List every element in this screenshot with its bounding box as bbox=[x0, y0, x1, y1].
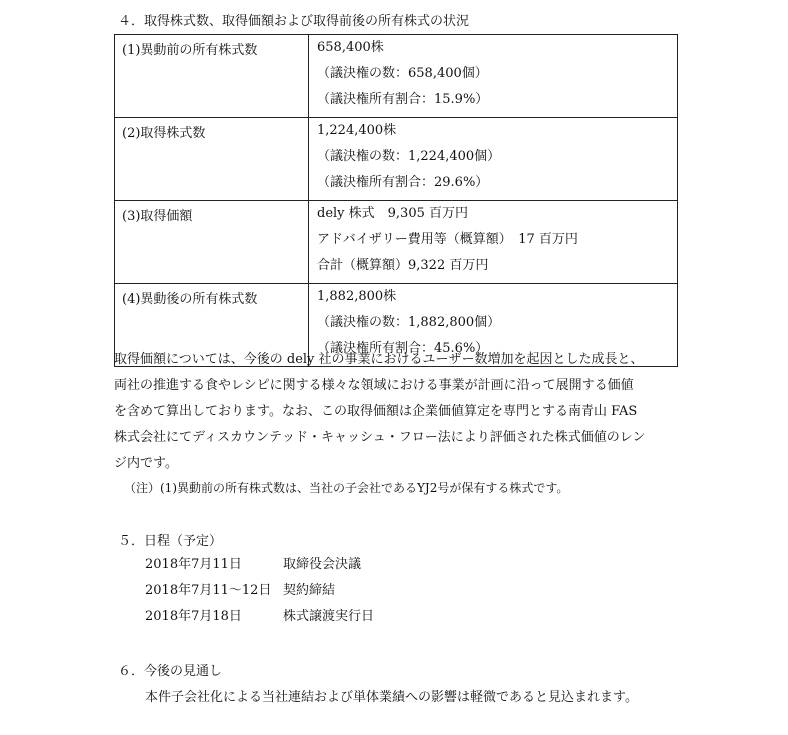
row-label: (2)取得株式数 bbox=[115, 118, 309, 201]
paragraph-line: 両社の推進する食やレシピに関する様々な領域における事業が計画に沿って展開する価値 bbox=[114, 378, 634, 393]
section-6-heading: ６．今後の見通し bbox=[118, 664, 223, 679]
row-label: (1)異動前の所有株式数 bbox=[115, 35, 309, 118]
value-line: （議決権所有割合：29.6%） bbox=[317, 175, 489, 190]
value-line: （議決権所有割合：45.6%） bbox=[317, 341, 489, 356]
value-line: （議決権所有割合：15.9%） bbox=[317, 92, 489, 107]
acquisition-price-paragraph bbox=[114, 347, 680, 477]
schedule-event: 取締役会決議 bbox=[283, 557, 362, 572]
paragraph-line: ジ内です。 bbox=[114, 456, 178, 471]
value-line: （議決権の数：1,224,400個） bbox=[317, 149, 501, 164]
value-line: 1,882,800株 bbox=[317, 289, 397, 304]
value-line: アドバイザリー費用等（概算額） 17 百万円 bbox=[317, 232, 578, 247]
row-label: (3)取得価額 bbox=[115, 201, 309, 284]
paragraph-line: を含めて算出しております。なお、この取得価額は企業価値算定を専門とする南青山 FAS bbox=[114, 404, 638, 419]
schedule-date: 2018年7月11日 bbox=[145, 557, 242, 572]
table-row bbox=[115, 35, 678, 118]
paragraph-line: 取得価額については、今後の dely 社の事業におけるユーザー数増加を起因とした成長と、 bbox=[114, 352, 644, 367]
value-line: 658,400株 bbox=[317, 40, 384, 55]
schedule-event: 株式譲渡実行日 bbox=[283, 609, 375, 624]
value-line: dely 株式 9,305 百万円 bbox=[317, 206, 468, 221]
shareholding-table bbox=[114, 34, 678, 367]
value-line: （議決権の数：658,400個） bbox=[317, 66, 488, 81]
section-4-heading: ４．取得株式数、取得価額および取得前後の所有株式の状況 bbox=[118, 14, 470, 29]
schedule-date: 2018年7月18日 bbox=[145, 609, 242, 624]
footnote: （注）(1)異動前の所有株式数は、当社の子会社であるYJ2号が保有する株式です。 bbox=[124, 481, 569, 495]
schedule-event: 契約締結 bbox=[283, 583, 336, 598]
value-line: 1,224,400株 bbox=[317, 123, 397, 138]
row-value bbox=[309, 118, 678, 201]
paragraph-line: 株式会社にてディスカウンテッド・キャッシュ・フロー法により評価された株式価値のレン bbox=[114, 430, 646, 445]
row-value bbox=[309, 35, 678, 118]
section-5-heading: ５．日程（予定） bbox=[118, 534, 223, 549]
row-value bbox=[309, 201, 678, 284]
outlook-text: 本件子会社化による当社連結および単体業績への影響は軽微であると見込まれます。 bbox=[145, 690, 638, 705]
schedule-date: 2018年7月11〜12日 bbox=[145, 583, 272, 598]
row-label: (4)異動後の所有株式数 bbox=[115, 284, 309, 367]
value-line: 合計（概算額）9,322 百万円 bbox=[317, 258, 489, 273]
value-line: （議決権の数：1,882,800個） bbox=[317, 315, 501, 330]
table-row bbox=[115, 201, 678, 284]
table-row bbox=[115, 118, 678, 201]
